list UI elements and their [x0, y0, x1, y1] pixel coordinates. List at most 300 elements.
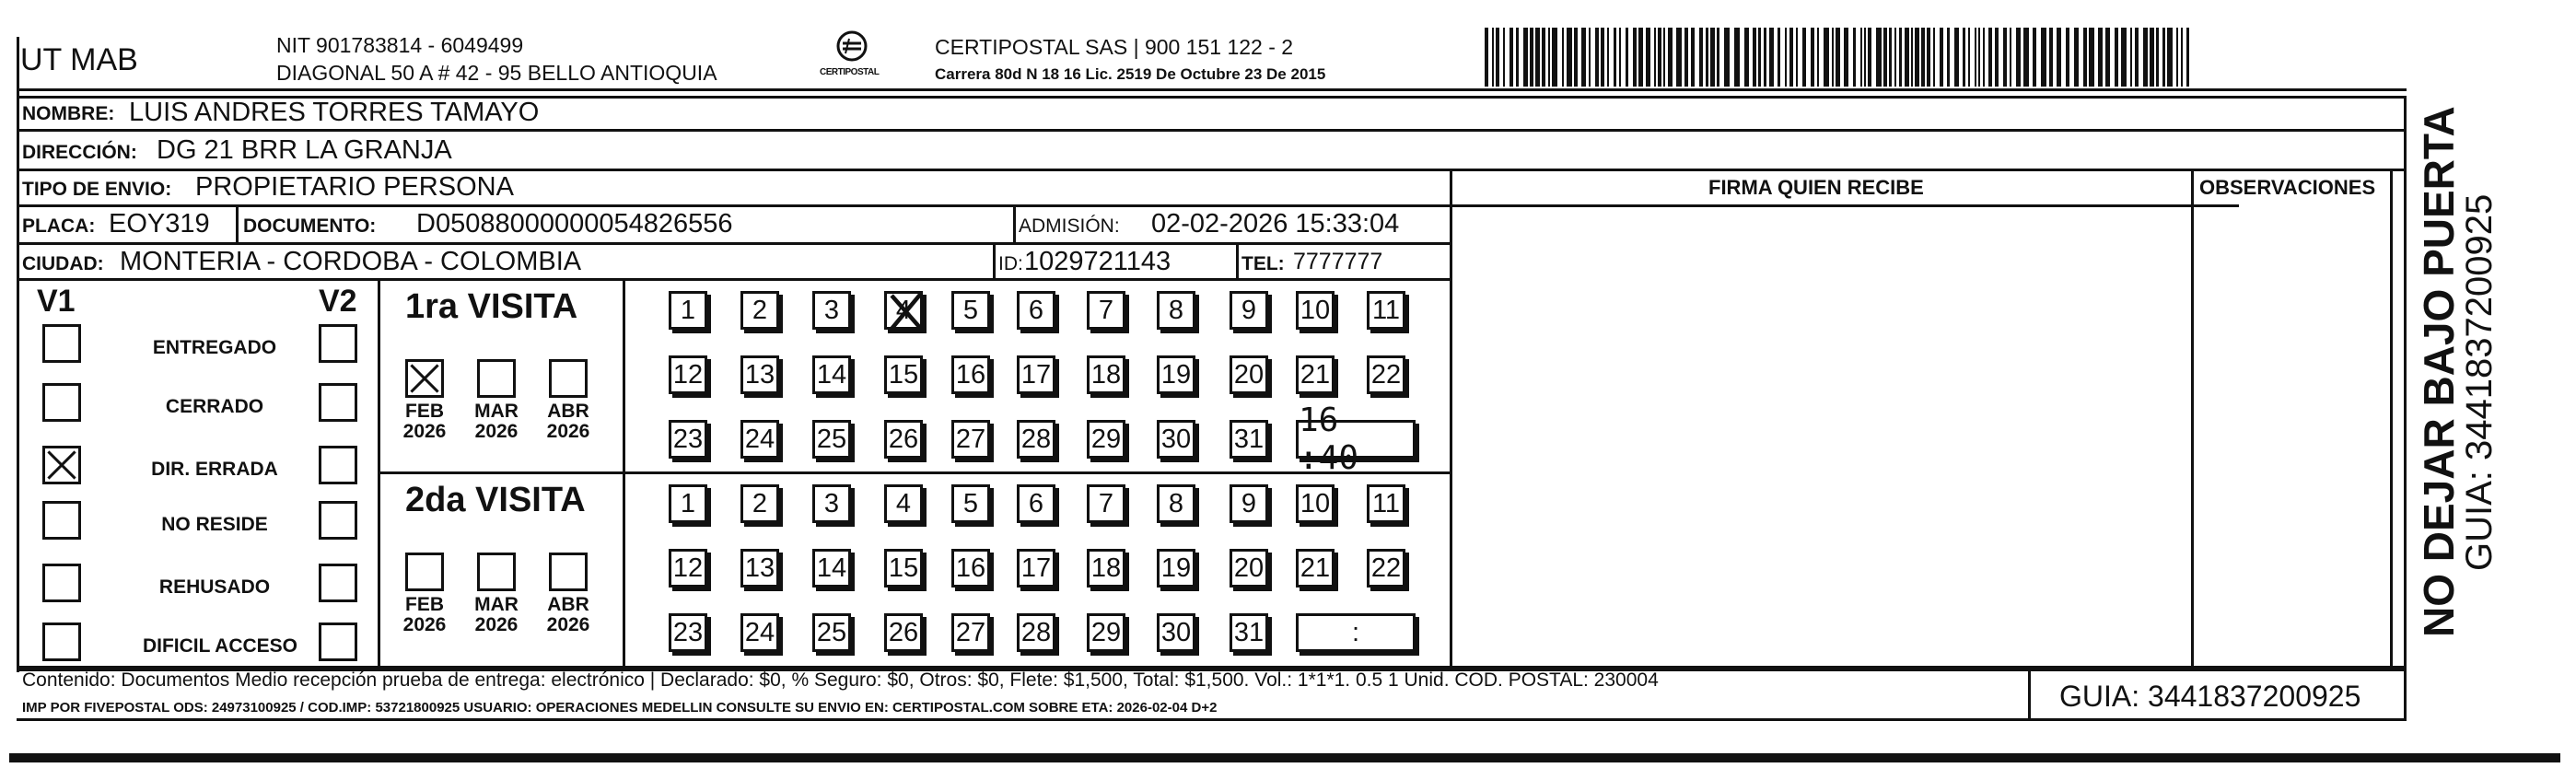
barcode-bar — [2143, 28, 2148, 87]
barcode-bar — [1509, 28, 1513, 87]
day-number: 10 — [1300, 295, 1331, 325]
day-number: 30 — [1160, 617, 1192, 647]
day-box[interactable] — [1087, 291, 1125, 330]
barcode-bar — [2033, 28, 2036, 87]
barcode-bar — [1915, 28, 1919, 87]
day-number: 24 — [744, 617, 775, 647]
v2-label: V2 — [319, 284, 357, 319]
day-box[interactable] — [884, 291, 923, 330]
barcode-bar — [2176, 28, 2178, 87]
month-name: ABR — [547, 401, 589, 422]
month-name: MAR — [474, 594, 519, 615]
month-name: FEB — [405, 594, 444, 615]
barcode-bar — [1947, 28, 1950, 87]
barcode-bar — [1676, 28, 1682, 87]
barcode-bar — [1706, 28, 1708, 87]
barcode-bar — [1535, 28, 1540, 87]
day-number: 15 — [888, 359, 919, 390]
barcode-bar — [1567, 28, 1572, 87]
nit-text: NIT 901783814 - 6049499 — [276, 33, 524, 57]
month-year: 2026 — [474, 614, 519, 635]
day-number: 19 — [1160, 359, 1192, 390]
day-number: 22 — [1370, 359, 1402, 390]
day-box[interactable] — [812, 355, 851, 394]
status-label: ENTREGADO — [152, 337, 277, 358]
company-name: UT MAB — [20, 42, 138, 77]
barcode-bar — [1552, 28, 1557, 87]
barcode-bar — [1789, 28, 1793, 87]
documento-value: D05088000000054826556 — [416, 209, 733, 239]
day-number: 30 — [1160, 424, 1192, 454]
day-number: 23 — [672, 617, 704, 647]
day-box[interactable] — [1367, 355, 1405, 394]
barcode-bar — [1601, 28, 1604, 87]
day-box[interactable] — [1017, 291, 1055, 330]
barcode-bar — [1963, 28, 1965, 87]
v2-checkbox[interactable] — [319, 501, 357, 540]
day-box[interactable] — [1087, 549, 1125, 588]
barcode-bar — [1868, 28, 1871, 87]
day-box[interactable] — [1296, 484, 1335, 523]
month-label — [395, 595, 454, 635]
placa-label: PLACA: — [22, 215, 96, 237]
day-box[interactable] — [1087, 484, 1125, 523]
barcode-bar — [1614, 28, 1616, 87]
day-box[interactable] — [951, 549, 990, 588]
barcode-bar — [1978, 28, 1980, 87]
barcode-bar — [1503, 28, 1505, 87]
barcode-bar — [1927, 28, 1930, 87]
sender-address: DIAGONAL 50 A # 42 - 95 BELLO ANTIOQUIA — [276, 61, 717, 85]
day-box[interactable] — [1296, 549, 1335, 588]
time-value: 16 :40 — [1299, 401, 1359, 477]
barcode-bar — [2023, 28, 2029, 87]
day-number: 21 — [1300, 359, 1331, 390]
v1-checkbox[interactable] — [42, 446, 81, 484]
day-number: 29 — [1090, 424, 1122, 454]
barcode-bar — [2181, 28, 2183, 87]
tel-label: TEL: — [1241, 253, 1285, 274]
month-checkbox[interactable] — [549, 553, 588, 591]
barcode-bar — [1889, 28, 1892, 87]
barcode-bar — [2105, 28, 2110, 87]
day-number: 26 — [888, 617, 919, 647]
day-box[interactable] — [740, 549, 779, 588]
day-box[interactable] — [1230, 613, 1268, 652]
barcode-bar — [1911, 28, 1913, 87]
observaciones-header: OBSERVACIONES — [2199, 176, 2376, 199]
day-box[interactable] — [812, 291, 851, 330]
barcode-bar — [1940, 28, 1943, 87]
certipostal-logo — [810, 28, 893, 83]
barcode-bar — [1699, 28, 1703, 87]
day-number: 6 — [1028, 295, 1044, 325]
barcode-bar — [2003, 28, 2007, 87]
barcode-bar — [1581, 28, 1586, 87]
barcode-bar — [2057, 28, 2061, 87]
day-number: 4 — [895, 488, 912, 518]
status-label: NO RESIDE — [161, 514, 268, 535]
day-box[interactable] — [669, 355, 707, 394]
direccion-label: DIRECCIÓN: — [22, 142, 137, 163]
side-guia: GUIA: 3441837200925 — [2459, 193, 2500, 571]
month-year: 2026 — [474, 421, 519, 442]
barcode-bar — [1654, 28, 1656, 87]
day-number: 19 — [1160, 553, 1192, 583]
footer-meta: IMP POR FIVEPOSTAL ODS: 24973100925 / COD.IMP: 53721800925 USUARIO: OPERACIONES MEDELLIN CONSULTE SU ENVIO EN: CERTIPOSTAL.COM SOBRE ETA: 2026-02-04 D+2 — [22, 700, 1218, 716]
v2-checkbox[interactable] — [319, 564, 357, 602]
day-number: 9 — [1241, 295, 1257, 325]
day-box[interactable] — [1157, 613, 1195, 652]
v2-checkbox[interactable] — [319, 446, 357, 484]
day-box[interactable] — [884, 420, 923, 459]
day-number: 13 — [744, 553, 775, 583]
day-box[interactable] — [1157, 484, 1195, 523]
day-box[interactable] — [1017, 420, 1055, 459]
barcode-bar — [1983, 28, 1985, 87]
day-number: 17 — [1020, 359, 1052, 390]
month-year: 2026 — [402, 614, 447, 635]
barcode-bar — [2156, 28, 2159, 87]
barcode-bar — [2066, 28, 2069, 87]
v1-checkbox[interactable] — [42, 564, 81, 602]
day-number: 4 — [895, 295, 912, 325]
status-label: REHUSADO — [158, 576, 271, 598]
barcode-bar — [1684, 28, 1688, 87]
certipostal-info: CERTIPOSTAL SAS | 900 151 122 - 2 — [935, 35, 1294, 59]
certipostal-license: Carrera 80d N 18 16 Lic. 2519 De Octubre 23 De 2015 — [935, 65, 1326, 83]
logo-text: CERTIPOSTAL — [820, 67, 880, 77]
v1-checkbox[interactable] — [42, 623, 81, 661]
month-name: MAR — [474, 401, 519, 422]
day-box[interactable] — [669, 484, 707, 523]
barcode-bar — [2130, 28, 2132, 87]
day-number: 24 — [744, 424, 775, 454]
day-number: 12 — [672, 359, 704, 390]
day-box[interactable] — [951, 613, 990, 652]
day-box[interactable] — [812, 484, 851, 523]
barcode-bar — [1864, 28, 1866, 87]
nombre-label: NOMBRE: — [22, 103, 115, 124]
day-box[interactable] — [812, 549, 851, 588]
day-number: 14 — [816, 359, 847, 390]
visit-title: 2da VISITA — [405, 481, 586, 519]
day-box[interactable] — [1230, 484, 1268, 523]
barcode-bar — [1542, 28, 1545, 87]
barcode-bar — [1691, 28, 1695, 87]
day-box[interactable] — [740, 420, 779, 459]
barcode-bar — [1646, 28, 1650, 87]
month-label — [467, 595, 526, 635]
no-dejar-notice: NO DEJAR BAJO PUERTA — [2415, 106, 2463, 637]
status-label: CERRADO — [165, 396, 264, 417]
day-box[interactable] — [1296, 291, 1335, 330]
barcode-bar — [2121, 28, 2127, 87]
admision-value: 02-02-2026 15:33:04 — [1151, 209, 1400, 239]
v1-checkbox[interactable] — [42, 324, 81, 363]
barcode-bar — [2083, 28, 2087, 87]
day-number: 12 — [672, 553, 704, 583]
barcode-bar — [1668, 28, 1673, 87]
day-number: 18 — [1090, 359, 1122, 390]
time-box[interactable] — [1296, 613, 1416, 652]
day-number: 11 — [1371, 488, 1401, 518]
day-number: 14 — [816, 553, 847, 583]
barcode-bar — [1778, 28, 1780, 87]
barcode-bar — [1785, 28, 1787, 87]
day-box[interactable] — [1367, 484, 1405, 523]
barcode-bar — [1905, 28, 1909, 87]
barcode-bar — [1485, 28, 1488, 87]
ciudad-label: CIUDAD: — [22, 253, 104, 274]
barcode-bar — [1638, 28, 1643, 87]
day-box[interactable] — [812, 613, 851, 652]
day-number: 16 — [955, 553, 986, 583]
day-box[interactable] — [669, 291, 707, 330]
barcode-bar — [1758, 28, 1761, 87]
id-value: 1029721143 — [1024, 247, 1171, 276]
v1-checkbox[interactable] — [42, 501, 81, 540]
barcode-bar — [1658, 28, 1661, 87]
barcode-bar — [1734, 28, 1740, 87]
v2-checkbox[interactable] — [319, 383, 357, 422]
month-year: 2026 — [546, 614, 590, 635]
day-number: 10 — [1300, 488, 1331, 518]
month-checkbox[interactable] — [477, 359, 516, 398]
month-checkbox[interactable] — [405, 553, 444, 591]
barcode-bar — [2041, 28, 2046, 87]
day-box[interactable] — [669, 613, 707, 652]
barcode-bar — [1717, 28, 1719, 87]
day-number: 25 — [816, 424, 847, 454]
barcode-bar — [1802, 28, 1806, 87]
day-box[interactable] — [1157, 549, 1195, 588]
day-box[interactable] — [884, 355, 923, 394]
footer-content: Contenido: Documentos Medio recepción prueba de entrega: electrónico | Declarado: $0, % Seguro: $0, Otros: $0, Flete: $1,500, Total: $1,500. Vol.: 1*1*1. 0.5 1 Unid. COD. POSTAL: 230004 — [22, 669, 1659, 691]
barcode-bar — [1988, 28, 1992, 87]
day-box[interactable] — [1087, 613, 1125, 652]
barcode-bar — [1619, 28, 1621, 87]
barcode-bar — [2150, 28, 2154, 87]
documento-label: DOCUMENTO: — [243, 215, 377, 237]
barcode-bar — [1860, 28, 1862, 87]
day-box[interactable] — [740, 613, 779, 652]
day-box[interactable] — [951, 484, 990, 523]
footer-guia: GUIA: 3441837200925 — [2059, 680, 2361, 713]
day-box[interactable] — [1017, 549, 1055, 588]
barcode — [1483, 28, 2192, 87]
day-number: 1 — [680, 295, 696, 325]
day-box[interactable] — [1087, 420, 1125, 459]
barcode-bar — [1710, 28, 1715, 87]
day-number: 3 — [823, 295, 840, 325]
barcode-bar — [1853, 28, 1856, 87]
month-label — [467, 401, 526, 442]
month-label — [539, 595, 598, 635]
tel-value: 7777777 — [1293, 249, 1383, 274]
day-number: 13 — [744, 359, 775, 390]
day-box[interactable] — [812, 420, 851, 459]
barcode-bar — [1811, 28, 1814, 87]
barcode-bar — [2074, 28, 2079, 87]
month-label — [539, 401, 598, 442]
day-number: 27 — [955, 617, 986, 647]
barcode-bar — [1769, 28, 1774, 87]
barcode-bar — [1832, 28, 1834, 87]
barcode-bar — [1824, 28, 1829, 87]
v1-label: V1 — [37, 284, 76, 319]
barcode-bar — [1562, 28, 1564, 87]
day-box[interactable] — [951, 291, 990, 330]
barcode-bar — [2186, 28, 2189, 87]
day-number: 5 — [962, 488, 979, 518]
day-box[interactable] — [1157, 291, 1195, 330]
barcode-bar — [1968, 28, 1970, 87]
barcode-bar — [1744, 28, 1749, 87]
barcode-bar — [2089, 28, 2094, 87]
barcode-bar — [1883, 28, 1887, 87]
barcode-bar — [2167, 28, 2173, 87]
day-number: 28 — [1020, 424, 1052, 454]
day-box[interactable] — [1017, 355, 1055, 394]
firma-header: FIRMA QUIEN RECIBE — [1708, 176, 1924, 199]
day-box[interactable] — [1017, 484, 1055, 523]
day-box[interactable] — [740, 484, 779, 523]
barcode-bar — [1589, 28, 1591, 87]
day-box[interactable] — [669, 420, 707, 459]
barcode-bar — [1796, 28, 1798, 87]
barcode-bar — [1516, 28, 1519, 87]
day-number: 7 — [1098, 488, 1114, 518]
day-box[interactable] — [1087, 355, 1125, 394]
day-box[interactable] — [1230, 355, 1268, 394]
barcode-bar — [2098, 28, 2103, 87]
barcode-bar — [1899, 28, 1902, 87]
day-number: 31 — [1233, 617, 1265, 647]
day-number: 20 — [1233, 359, 1265, 390]
barcode-bar — [1496, 28, 1499, 87]
barcode-bar — [1844, 28, 1848, 87]
day-number: 8 — [1168, 488, 1184, 518]
barcode-bar — [1817, 28, 1819, 87]
time-box[interactable] — [1296, 401, 1416, 477]
barcode-bar — [2115, 28, 2118, 87]
v2-checkbox[interactable] — [319, 623, 357, 661]
barcode-bar — [2135, 28, 2139, 87]
admision-label: ADMISIÓN: — [1019, 215, 1120, 237]
day-number: 29 — [1090, 617, 1122, 647]
month-checkbox[interactable] — [405, 359, 444, 398]
barcode-bar — [1764, 28, 1766, 87]
day-number: 25 — [816, 617, 847, 647]
day-box[interactable] — [1367, 291, 1405, 330]
day-box[interactable] — [1367, 549, 1405, 588]
barcode-bar — [2162, 28, 2165, 87]
barcode-bar — [1530, 28, 1533, 87]
day-box[interactable] — [1157, 355, 1195, 394]
day-number: 6 — [1028, 488, 1044, 518]
barcode-bar — [1663, 28, 1665, 87]
barcode-bar — [1523, 28, 1528, 87]
visit-title: 1ra VISITA — [405, 287, 578, 326]
barcode-bar — [2049, 28, 2053, 87]
placa-value: EOY319 — [109, 209, 210, 239]
day-box[interactable] — [951, 420, 990, 459]
day-number: 27 — [955, 424, 986, 454]
v1-checkbox[interactable] — [42, 383, 81, 422]
barcode-bar — [1753, 28, 1756, 87]
time-value: : — [1351, 617, 1360, 647]
v2-checkbox[interactable] — [319, 324, 357, 363]
barcode-bar — [1548, 28, 1550, 87]
day-box[interactable] — [1157, 420, 1195, 459]
day-box[interactable] — [740, 291, 779, 330]
day-number: 2 — [752, 488, 768, 518]
day-number: 7 — [1098, 295, 1114, 325]
day-box[interactable] — [1230, 291, 1268, 330]
day-mark-icon — [883, 288, 927, 334]
barcode-bar — [1492, 28, 1494, 87]
barcode-bar — [1975, 28, 1976, 87]
day-number: 1 — [680, 488, 696, 518]
day-number: 23 — [672, 424, 704, 454]
day-number: 16 — [955, 359, 986, 390]
day-number: 11 — [1371, 295, 1401, 325]
day-box[interactable] — [1296, 355, 1335, 394]
day-box[interactable] — [1230, 420, 1268, 459]
day-number: 17 — [1020, 553, 1052, 583]
barcode-bar — [1876, 28, 1882, 87]
day-box[interactable] — [884, 484, 923, 523]
day-number: 3 — [823, 488, 840, 518]
barcode-bar — [1724, 28, 1730, 87]
barcode-bar — [1595, 28, 1599, 87]
day-box[interactable] — [740, 355, 779, 394]
day-box[interactable] — [669, 549, 707, 588]
day-box[interactable] — [1230, 549, 1268, 588]
direccion-value: DG 21 BRR LA GRANJA — [157, 135, 452, 165]
month-checkbox[interactable] — [549, 359, 588, 398]
day-number: 2 — [752, 295, 768, 325]
barcode-bar — [1995, 28, 1999, 87]
day-box[interactable] — [884, 613, 923, 652]
day-box[interactable] — [1017, 613, 1055, 652]
nombre-value: LUIS ANDRES TORRES TAMAYO — [129, 98, 540, 127]
day-number: 28 — [1020, 617, 1052, 647]
id-label: ID: — [998, 253, 1023, 274]
barcode-bar — [2016, 28, 2021, 87]
day-number: 5 — [962, 295, 979, 325]
day-number: 18 — [1090, 553, 1122, 583]
day-box[interactable] — [884, 549, 923, 588]
month-name: ABR — [547, 594, 589, 615]
barcode-bar — [1633, 28, 1637, 87]
barcode-bar — [1894, 28, 1896, 87]
day-number: 31 — [1233, 424, 1265, 454]
month-checkbox[interactable] — [477, 553, 516, 591]
barcode-bar — [1836, 28, 1840, 87]
month-year: 2026 — [402, 421, 447, 442]
status-label: DIFICIL ACCESO — [142, 635, 297, 657]
day-box[interactable] — [951, 355, 990, 394]
barcode-bar — [1933, 28, 1935, 87]
barcode-bar — [1607, 28, 1609, 87]
day-number: 9 — [1241, 488, 1257, 518]
month-label — [395, 401, 454, 442]
day-number: 8 — [1168, 295, 1184, 325]
month-name: FEB — [405, 401, 444, 422]
ciudad-value: MONTERIA - CORDOBA - COLOMBIA — [120, 247, 582, 276]
